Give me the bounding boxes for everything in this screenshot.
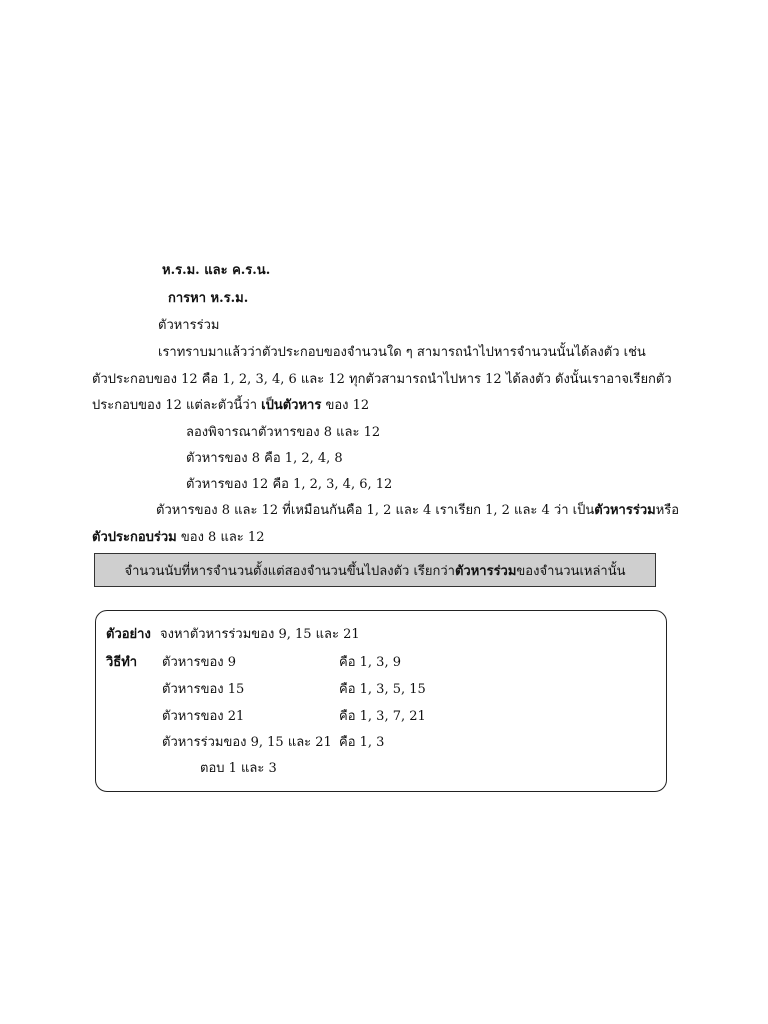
example-box xyxy=(95,610,667,792)
consider-line3: ตัวหารของ 12 คือ 1, 2, 3, 4, 6, 12 xyxy=(186,477,393,492)
example-row-right: คือ 1, 3, 5, 15 xyxy=(339,682,426,697)
topic-title: ตัวหารร่วม xyxy=(158,318,220,333)
example-row-right: คือ 1, 3, 9 xyxy=(339,655,401,670)
para1-line3-text-a: ประกอบของ 12 แต่ละตัวนี้ว่า xyxy=(92,398,262,413)
para1-line3 xyxy=(92,397,369,415)
definition-text-b: ของจำนวนเหล่านั้น xyxy=(516,563,626,579)
para2-line1-text-a: ตัวหารของ 8 และ 12 ที่เหมือนกันคือ 1, 2 และ 4 เราเรียก 1, 2 และ 4 ว่า เป็น xyxy=(156,503,595,518)
consider-line1: ลองพิจารณาตัวหารของ 8 และ 12 xyxy=(186,425,381,440)
method-label: วิธีทำ xyxy=(106,655,138,670)
para2-line2-bold: ตัวประกอบร่วม xyxy=(92,530,177,545)
example-row-left: ตัวหารร่วมของ 9, 15 และ 21 xyxy=(162,735,332,750)
definition-box xyxy=(94,553,656,587)
para2-line2-text: ของ 8 และ 12 xyxy=(176,530,265,545)
example-row-left: ตัวหารของ 9 xyxy=(162,655,237,670)
para2-line1-bold: ตัวหารร่วม xyxy=(594,503,656,518)
example-answer: ตอบ 1 และ 3 xyxy=(200,761,277,776)
example-question: จงหาตัวหารร่วมของ 9, 15 และ 21 xyxy=(160,627,360,642)
definition-bold: ตัวหารร่วม xyxy=(454,563,517,579)
para1-line2: ตัวประกอบของ 12 คือ 1, 2, 3, 4, 6 และ 12 ทุกตัวสามารถนำไปหาร 12 ได้ลงตัว ดังนั้นเราอาจเรียกตัว xyxy=(92,372,672,387)
page-heading: ห.ร.ม. และ ค.ร.น. xyxy=(162,263,271,278)
para1-line1: เราทราบมาแล้วว่าตัวประกอบของจำนวนใด ๆ สามารถนำไปหารจำนวนนั้นได้ลงตัว เช่น xyxy=(158,345,646,360)
example-row-left: ตัวหารของ 15 xyxy=(162,682,245,697)
section-heading: การหา ห.ร.ม. xyxy=(168,291,249,306)
example-label: ตัวอย่าง xyxy=(106,627,151,642)
para1-line3-text-b: ของ 12 xyxy=(321,398,370,413)
para2-line1-text-b: หรือ xyxy=(655,503,680,518)
para2-line2 xyxy=(92,529,264,547)
example-row-right: คือ 1, 3, 7, 21 xyxy=(339,709,426,724)
para2-line1 xyxy=(156,502,679,520)
consider-line2: ตัวหารของ 8 คือ 1, 2, 4, 8 xyxy=(186,451,343,466)
definition-text-a: จำนวนนับที่หารจำนวนตั้งแต่สองจำนวนขึ้นไปลงตัว เรียกว่า xyxy=(124,563,455,579)
example-row-left: ตัวหารของ 21 xyxy=(162,709,245,724)
para1-line3-bold: เป็นตัวหาร xyxy=(261,398,322,413)
example-row-right: คือ 1, 3 xyxy=(339,735,385,750)
